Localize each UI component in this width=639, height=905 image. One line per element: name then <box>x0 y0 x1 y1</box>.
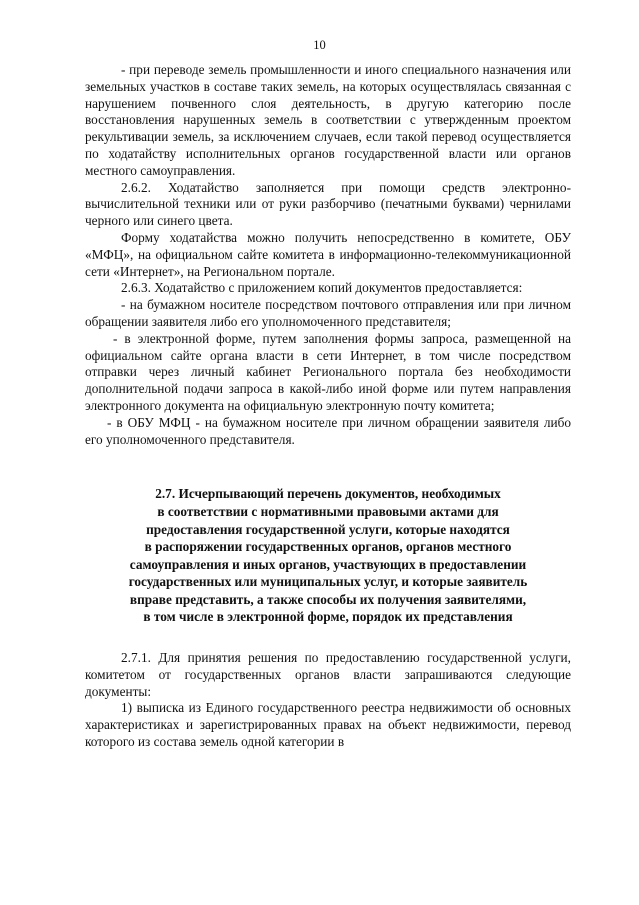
heading-line: государственных или муниципальных услуг, и которые заявитель <box>128 574 528 590</box>
heading-line: в соответствии с нормативными правовыми актами для <box>157 503 499 519</box>
paragraph-land-transfer-exception: - при переводе земель промышленности и иного специального назначения или земельных участков в составе таких земель, на которых осуществлялась связанная с нарушением почвенного слоя деятельность, в другую категорию после восстановления нарушенных земель в соответствии с утвержденным проектом рекультивации земель, за исключением случаев, если такой перевод осуществляется по ходатайству исполнительных органов государственной власти или органов местного самоуправления. <box>85 62 571 178</box>
section-heading-2-7 <box>85 485 571 626</box>
paragraph-mfc-submission: - в ОБУ МФЦ - на бумажном носителе при личном обращении заявителя либо его уполномоченного представителя. <box>85 414 571 447</box>
heading-line: 2.7. Исчерпывающий перечень документов, необходимых <box>155 486 501 502</box>
paragraph-2-6-2: 2.6.2. Ходатайство заполняется при помощи средств электронно-вычислительной техники или от руки разборчиво (печатными буквами) чернилами черного или синего цвета. <box>85 179 571 229</box>
heading-line: предоставления государственной услуги, которые находятся <box>146 521 510 537</box>
heading-line: в распоряжении государственных органов, органов местного <box>144 539 512 555</box>
paragraph-paper-submission: - на бумажном носителе посредством почтового отправления или при личном обращении заявителя либо его уполномоченного представителя; <box>85 297 571 329</box>
paragraph-egrn-extract: 1) выписка из Единого государственного реестра недвижимости об основных характеристиках и зарегистрированных правах на объект недвижимости, перевод которого из состава земель одной категории в <box>85 700 571 750</box>
paragraph-2-6-3: 2.6.3. Ходатайство с приложением копий документов предоставляется: <box>121 280 523 296</box>
heading-line: самоуправления и иных органов, участвующих в предоставлении <box>129 556 527 572</box>
page-number: 10 <box>313 38 326 52</box>
heading-line: вправе представить, а также способы их получения заявителями, <box>129 591 527 607</box>
paragraph-electronic-submission: - в электронной форме, путем заполнения формы запроса, размещенной на официальном сайте органа власти в сети Интернет, в том числе посредством отправки через личный кабинет Регионального портала без необходимости дополнительной подачи запроса в какой-либо иной форме или путем направления электронного документа на официальную электронную почту комитета; <box>85 330 571 413</box>
document-body <box>85 62 571 751</box>
paragraph-form-availability: Форму ходатайства можно получить непосредственно в комитете, ОБУ «МФЦ», на официальном сайте комитета в информационно-телекоммуникационной сети «Интернет», на Региональном портале. <box>85 229 571 279</box>
paragraph-2-7-1: 2.7.1. Для принятия решения по предоставлению государственной услуги, комитетом от государственных органов власти запрашиваются следующие документы: <box>85 650 571 699</box>
heading-line: в том числе в электронной форме, порядок их представления <box>143 609 513 625</box>
